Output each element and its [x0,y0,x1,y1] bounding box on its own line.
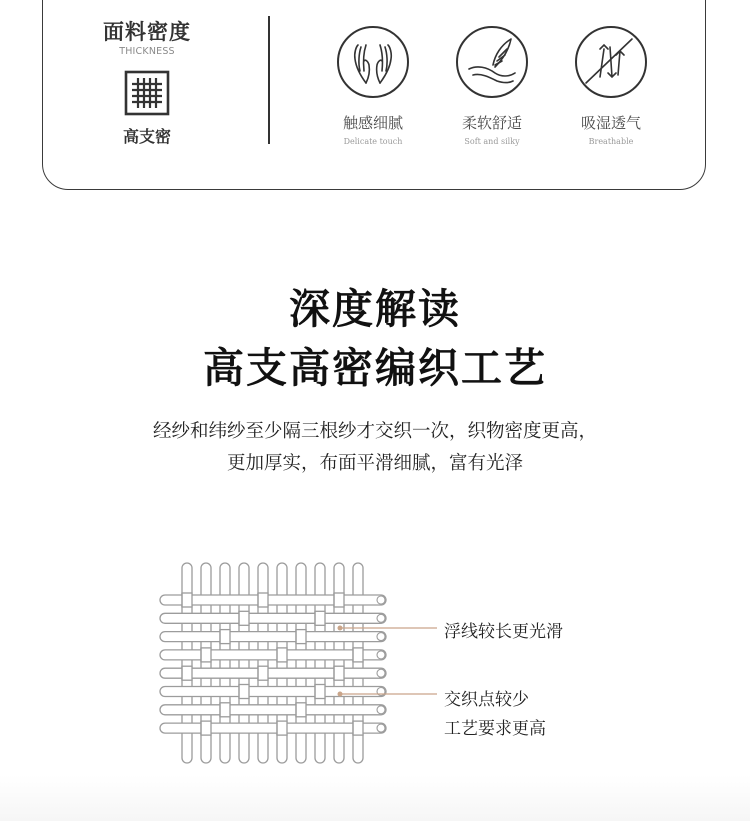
feature-label: 吸湿透气 [580,114,641,132]
feature-label: 触感细腻 [342,114,403,132]
feature-english-label: Delicate touch [343,137,403,146]
callout-smooth-float: 浮线较长更光滑 [444,622,563,642]
description-line1: 经纱和纬纱至少隔三根纱才交织一次，织物密度更高， [152,421,597,442]
warp-crossing [182,666,192,680]
feature-english-label: Soft and silky [464,137,520,146]
callout-lines [335,620,445,700]
thickness-subtitle: THICKNESS [119,46,175,57]
warp-crossing [201,721,211,735]
warp-crossing [220,703,230,717]
feather-hand-icon [455,25,529,99]
thickness-title: 面料密度 [103,20,191,44]
airflow-arrows-icon [574,25,648,99]
feature-english-label: Breathable [588,137,634,146]
weft-thread [160,705,386,715]
warp-crossing [239,611,249,625]
warp-crossing [353,721,363,735]
section-heading-line2: 高支高密编织工艺 [203,344,547,392]
feature-soft-silky [437,25,547,146]
warp-crossing [315,685,325,699]
weft-thread [160,723,386,733]
warp-crossing [258,593,268,607]
hands-icon [336,25,410,99]
warp-crossing [258,666,268,680]
warp-crossing [201,648,211,662]
callout-higher-craft: 工艺要求更高 [444,719,546,739]
warp-crossing [239,685,249,699]
thread-end [377,706,385,714]
warp-crossing [220,630,230,644]
weft-thread [160,595,386,605]
warp-crossing [277,721,287,735]
warp-crossing [277,648,287,662]
grid-density-icon [124,70,170,116]
thickness-value: 高支密 [122,127,171,146]
feature-breathable [556,25,666,146]
feature-delicate-touch [318,25,428,146]
warp-crossing [296,703,306,717]
feature-label: 柔软舒适 [461,114,522,132]
warp-crossing [182,593,192,607]
callout-fewer-crossings: 交织点较少 [444,690,529,710]
divider [268,16,270,144]
warp-crossing [296,630,306,644]
warp-crossing [315,611,325,625]
section-heading-line1: 深度解读 [289,285,461,333]
thread-end [377,724,385,732]
description-line2: 更加厚实，布面平滑细腻，富有光泽 [226,453,523,474]
thread-end [377,596,385,604]
warp-crossing [334,593,344,607]
bottom-fade [0,775,750,821]
